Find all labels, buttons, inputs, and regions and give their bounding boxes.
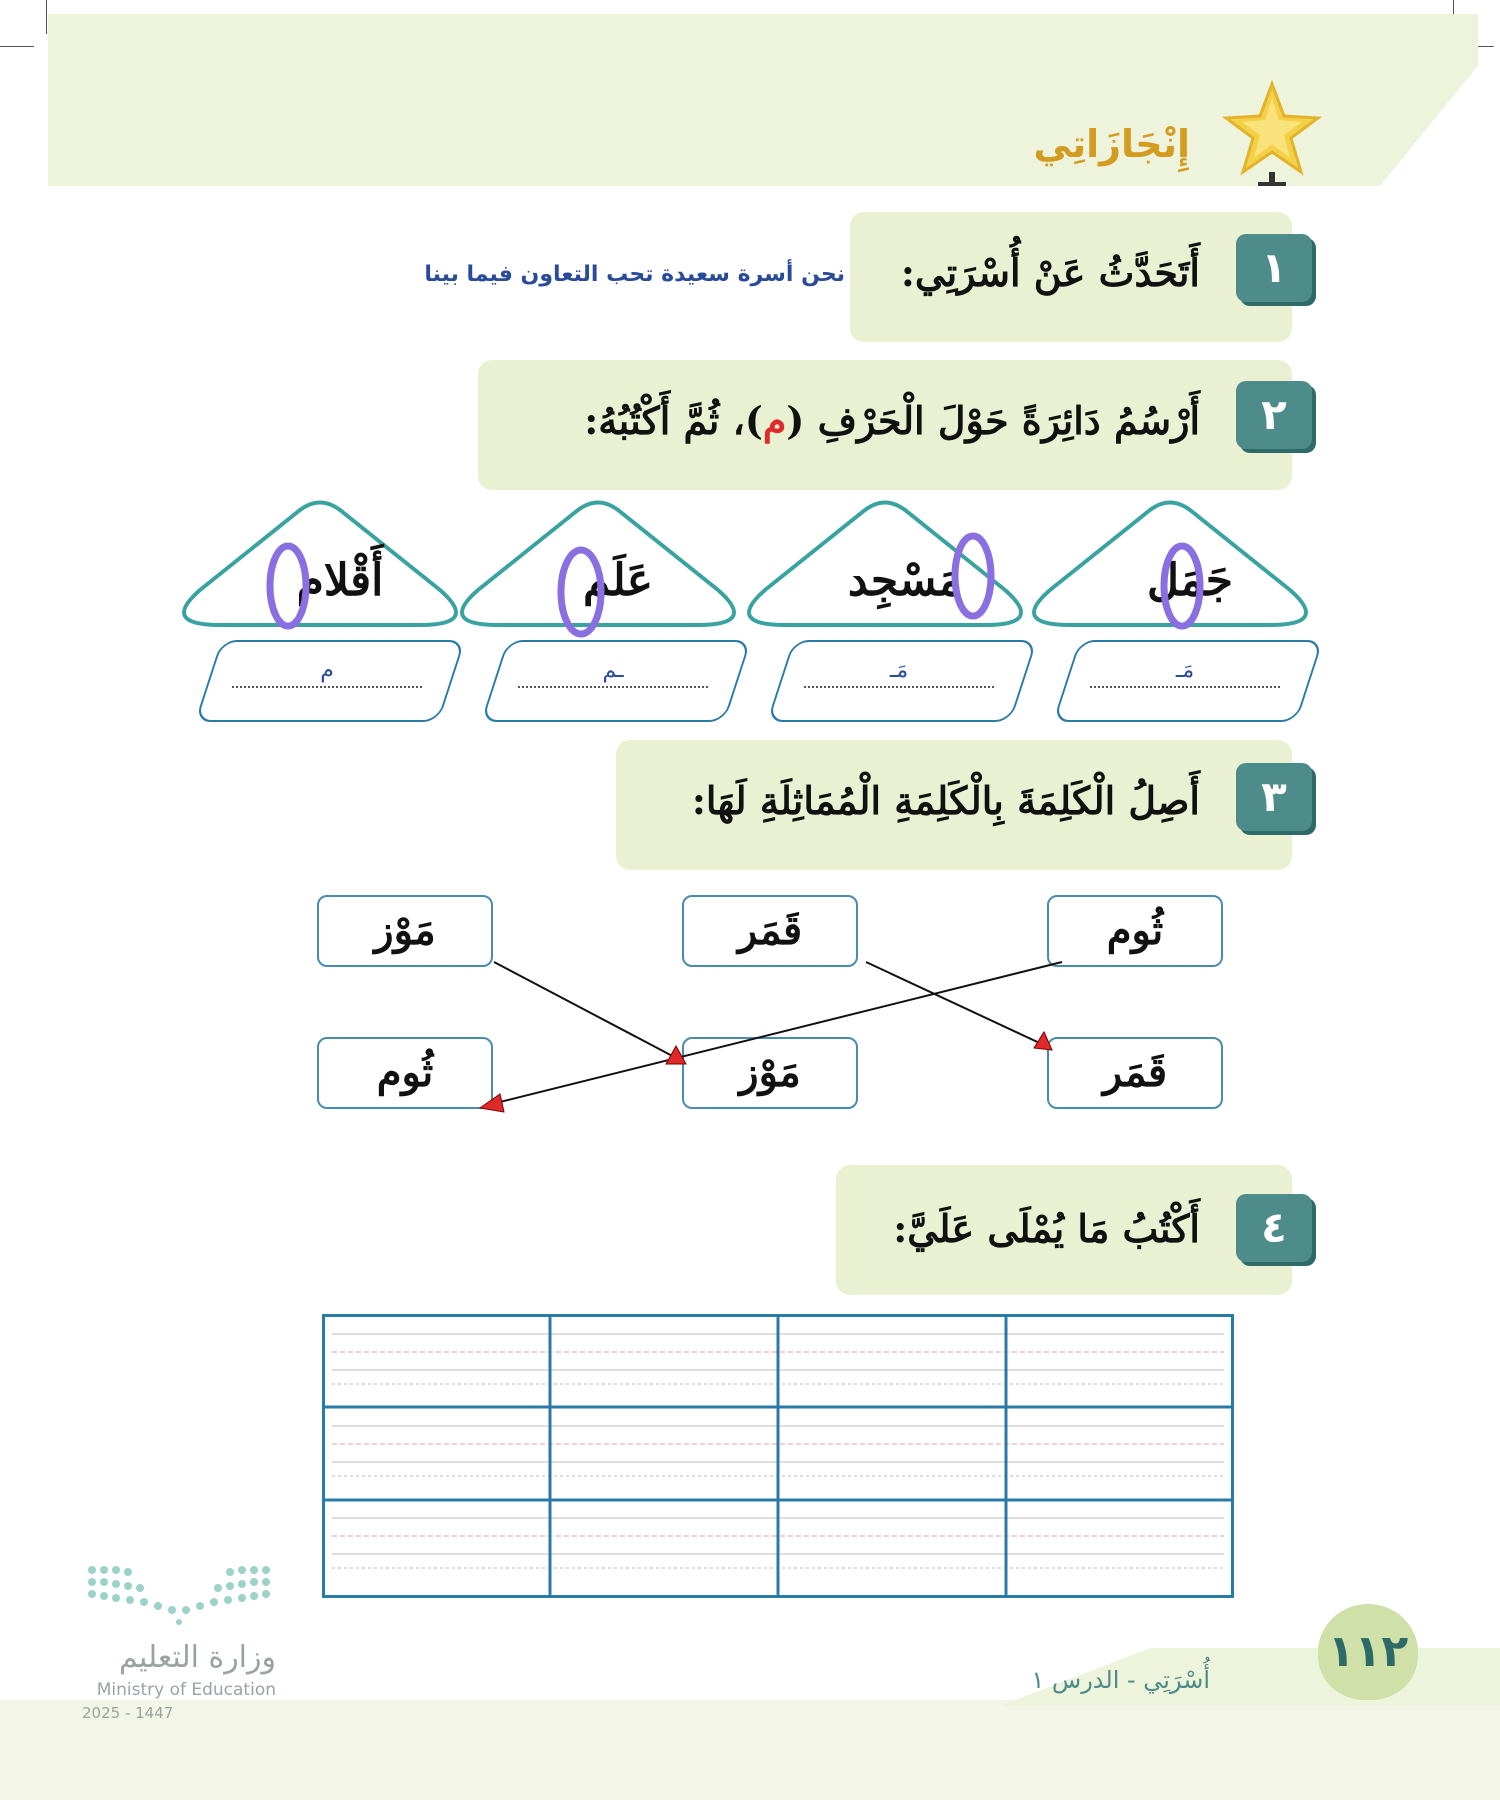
q3-top-word-2[interactable]: قَمَر — [682, 895, 858, 967]
q3-top-word-1[interactable]: ثُوم — [1047, 895, 1223, 967]
q3-bottom-word-2[interactable]: مَوْز — [682, 1037, 858, 1109]
q4-number: ٤ — [1236, 1194, 1312, 1262]
ministry-name-en: Ministry of Education — [96, 1680, 276, 1700]
q2-answer-3: ـم — [518, 656, 708, 688]
q2-prompt-before: أَرْسُمُ دَائِرَةً حَوْلَ الْحَرْفِ ( — [786, 398, 1200, 443]
match-line-thum — [488, 962, 1062, 1105]
q1-prompt: أَتَحَدَّثُ عَنْ أُسْرَتِي: — [900, 250, 1200, 295]
q2-word-1: جَمَل — [1147, 555, 1233, 606]
match-line-mawz — [494, 962, 680, 1060]
q4-prompt: أَكْتُبُ مَا يُمْلَى عَلَيَّ: — [893, 1206, 1200, 1251]
q2-prompt-after: )، ثُمَّ أَكْتُبُهُ: — [584, 398, 763, 443]
q2-word-3: عَلَم — [582, 555, 654, 606]
q2-word-2: مَسْجِد — [847, 555, 963, 606]
q2-answer-2: مَـ — [804, 656, 994, 688]
dictation-writing-grid[interactable] — [322, 1314, 1234, 1598]
page-title: إِنْجَازَاتِي — [1033, 122, 1190, 166]
q3-bottom-word-1[interactable]: قَمَر — [1047, 1037, 1223, 1109]
ministry-year: 2025 - 1447 — [82, 1704, 174, 1722]
q2-number: ٢ — [1236, 381, 1312, 449]
q3-top-word-3[interactable]: مَوْز — [317, 895, 493, 967]
q2-word-4: أَقْلام — [296, 555, 384, 606]
q2-prompt-letter: م — [762, 398, 787, 443]
q3-bottom-word-3[interactable]: ثُوم — [317, 1037, 493, 1109]
page-number: ١١٢ — [1318, 1604, 1418, 1700]
ministry-logo-icon — [84, 1562, 274, 1626]
q3-number: ٣ — [1236, 763, 1312, 831]
q2-answer-1: مَـ — [1090, 656, 1280, 688]
arrowhead — [480, 1094, 504, 1112]
q1-answer[interactable]: نحن أسرة سعيدة تحب التعاون فيما بينا — [424, 262, 845, 287]
q2-answer-4: م — [232, 656, 422, 688]
q1-number: ١ — [1236, 234, 1312, 302]
ministry-name-ar: وزارة التعليم — [118, 1640, 276, 1675]
lesson-label: أُسْرَتِي - الدرس ١ — [1031, 1666, 1210, 1694]
q3-prompt: أَصِلُ الْكَلِمَةَ بِالْكَلِمَةِ الْمُمَاثِلَةِ لَهَا: — [691, 778, 1200, 823]
